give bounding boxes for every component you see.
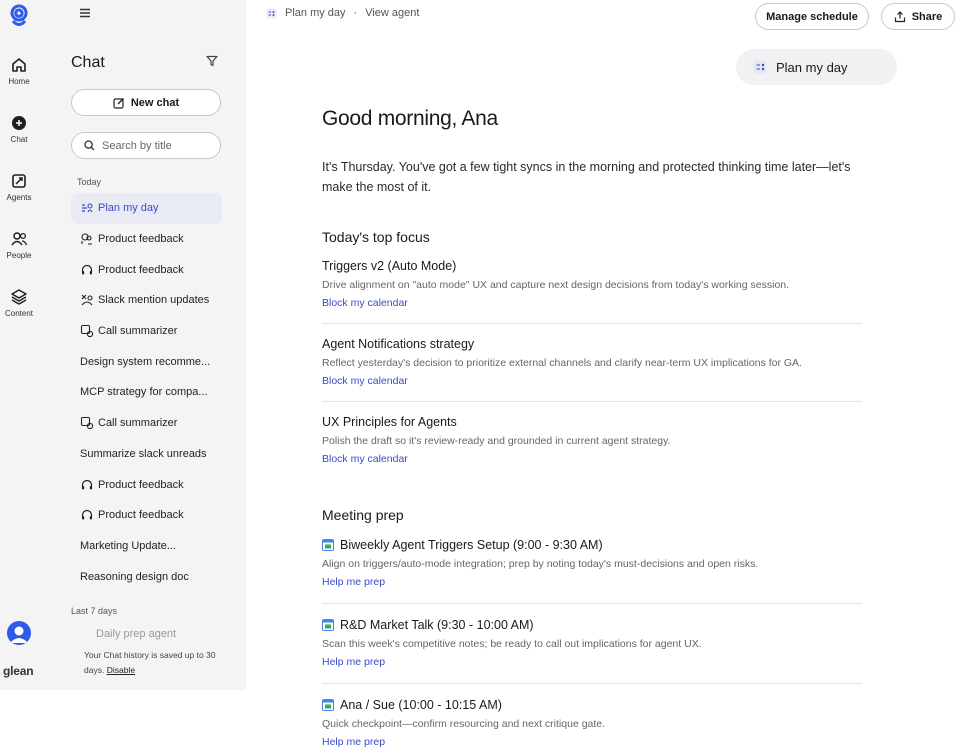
chat-item[interactable] — [71, 377, 231, 408]
help-me-prep-link[interactable]: Help me prep — [322, 576, 386, 588]
new-chat-button[interactable] — [71, 89, 221, 116]
google-calendar-icon — [322, 699, 334, 711]
chat-item-label: Marketing Update... — [80, 539, 176, 552]
meeting-item — [322, 698, 862, 748]
focus-item-desc: Polish the draft so it's review-ready and grounded in current agent strategy. — [322, 435, 671, 447]
rail-chat[interactable] — [0, 114, 38, 144]
share-icon — [894, 11, 906, 23]
home-icon — [10, 56, 28, 74]
divider — [322, 401, 862, 402]
chat-item-label: Slack mention updates — [98, 294, 210, 307]
search-icon — [84, 140, 95, 151]
rail-agents[interactable] — [0, 172, 38, 202]
chat-item[interactable] — [71, 285, 231, 316]
rail-home[interactable] — [0, 56, 38, 86]
agent-icon — [753, 60, 767, 74]
focus-item — [322, 337, 862, 387]
share-button[interactable] — [881, 3, 955, 30]
chat-item-label: Product feedback — [98, 233, 184, 246]
disable-history-link[interactable]: Disable — [106, 665, 136, 675]
pill-label: Plan my day — [776, 59, 848, 75]
chat-item-label: MCP strategy for compa... — [80, 386, 208, 399]
chat-item-label: Call summarizer — [98, 417, 178, 430]
user-icon — [7, 621, 31, 645]
rail-people-label: People — [6, 251, 32, 260]
chat-item[interactable] — [71, 561, 231, 592]
chat-item[interactable] — [71, 346, 231, 377]
breadcrumb-separator: · — [353, 7, 358, 19]
agent-icon — [80, 201, 94, 215]
avatar[interactable] — [7, 621, 31, 645]
rail-home-label: Home — [8, 77, 30, 86]
chat-item-label: Design system recomme... — [80, 355, 211, 368]
edit-icon — [113, 97, 125, 109]
chat-item-label: Call summarizer — [98, 325, 178, 338]
chat-item-label: Product feedback — [98, 263, 184, 276]
meeting-desc: Quick checkpoint—confirm resourcing and next critique gate. — [322, 718, 606, 730]
section-label-today: Today — [77, 177, 102, 187]
new-chat-label: New chat — [130, 96, 180, 109]
chat-sidebar — [46, 0, 246, 690]
user-message-pill — [736, 49, 897, 85]
focus-item-desc: Drive alignment on "auto mode" UX and capture next design decisions from today's working session. — [322, 279, 790, 291]
focus-item-desc: Reflect yesterday's decision to prioritize external channels and clarify near-term UX implications for GA. — [322, 357, 802, 369]
chat-item-label: Plan my day — [98, 202, 159, 215]
chat-item[interactable] — [71, 254, 231, 285]
icon-rail — [0, 0, 46, 690]
breadcrumb-plan-my-day[interactable]: Plan my day — [285, 7, 346, 19]
rail-content[interactable] — [0, 288, 38, 318]
chat-item-label: Reasoning design doc — [80, 570, 189, 583]
divider — [322, 683, 862, 684]
help-me-prep-link[interactable]: Help me prep — [322, 736, 386, 748]
agent-icon — [80, 232, 94, 246]
chat-item-label: Product feedback — [98, 509, 184, 522]
focus-item — [322, 259, 862, 309]
chat-item-partial[interactable]: Daily prep agent — [96, 628, 177, 640]
chat-icon — [10, 114, 28, 132]
meeting-item — [322, 618, 862, 668]
headset-icon — [80, 478, 94, 492]
search-input[interactable] — [102, 140, 212, 152]
chat-item[interactable] — [71, 469, 231, 500]
focus-item — [322, 415, 862, 465]
chat-item-plan-my-day[interactable] — [71, 193, 222, 224]
help-me-prep-link[interactable]: Help me prep — [322, 656, 386, 668]
content-icon — [10, 288, 28, 306]
focus-item-title: Agent Notifications strategy — [322, 337, 475, 351]
hamburger-menu-icon[interactable] — [78, 6, 92, 20]
meeting-title: Biweekly Agent Triggers Setup (9:00 - 9:30 AM) — [340, 538, 603, 552]
chat-item-label: Product feedback — [98, 478, 184, 491]
rail-agents-label: Agents — [6, 193, 32, 202]
manage-schedule-button[interactable]: Manage schedule — [755, 3, 869, 30]
focus-heading: Today's top focus — [322, 229, 430, 245]
google-calendar-icon — [322, 619, 334, 631]
agent-icon — [80, 293, 94, 307]
history-notice — [84, 648, 224, 678]
block-calendar-link[interactable]: Block my calendar — [322, 297, 408, 309]
people-icon — [10, 230, 28, 248]
focus-item-title: Triggers v2 (Auto Mode) — [322, 259, 457, 273]
chat-item[interactable] — [71, 500, 231, 531]
meeting-title: R&D Market Talk (9:30 - 10:00 AM) — [340, 618, 534, 632]
breadcrumb-view-agent[interactable]: View agent — [365, 7, 420, 19]
google-calendar-icon — [322, 539, 334, 551]
section-label-last-7-days: Last 7 days — [71, 606, 118, 616]
chat-item[interactable] — [71, 224, 231, 255]
rail-chat-label: Chat — [10, 135, 28, 144]
rail-content-label: Content — [4, 309, 34, 318]
chat-item[interactable] — [71, 316, 231, 347]
block-calendar-link[interactable]: Block my calendar — [322, 375, 408, 387]
sidebar-title: Chat — [71, 54, 105, 71]
focus-item-title: UX Principles for Agents — [322, 415, 457, 429]
search-box[interactable] — [71, 132, 221, 159]
filter-icon[interactable] — [206, 55, 218, 67]
chat-item[interactable] — [71, 439, 231, 470]
divider — [322, 603, 862, 604]
meeting-desc: Align on triggers/auto-mode integration; prep by noting today's must-decisions and open risks. — [322, 558, 759, 570]
glean-logo-icon[interactable] — [9, 4, 29, 28]
rail-people[interactable] — [0, 230, 38, 260]
agent-icon — [80, 324, 94, 338]
block-calendar-link[interactable]: Block my calendar — [322, 453, 408, 465]
share-label: Share — [911, 10, 943, 23]
meeting-desc: Scan this week's competitive notes; be ready to call out implications for agent UX. — [322, 638, 702, 650]
divider — [322, 323, 862, 324]
chat-history-list — [71, 193, 231, 592]
chat-item[interactable] — [71, 531, 231, 562]
agent-icon — [80, 416, 94, 430]
agent-icon — [266, 8, 277, 19]
intro-paragraph: It's Thursday. You've got a few tight syncs in the morning and protected thinking time later—let's make the most of it. — [322, 160, 851, 194]
chat-item-label: Summarize slack unreads — [80, 447, 207, 460]
greeting-heading: Good morning, Ana — [322, 107, 498, 130]
meeting-item — [322, 538, 862, 588]
meeting-title: Ana / Sue (10:00 - 10:15 AM) — [340, 698, 502, 712]
chat-item[interactable] — [71, 408, 231, 439]
headset-icon — [80, 263, 94, 277]
breadcrumb — [266, 7, 419, 19]
brand-wordmark: glean — [3, 664, 34, 678]
agents-icon — [10, 172, 28, 190]
history-notice-text: Your Chat history is saved up to 30 days. — [84, 650, 216, 675]
meeting-prep-heading: Meeting prep — [322, 507, 404, 523]
headset-icon — [80, 508, 94, 522]
